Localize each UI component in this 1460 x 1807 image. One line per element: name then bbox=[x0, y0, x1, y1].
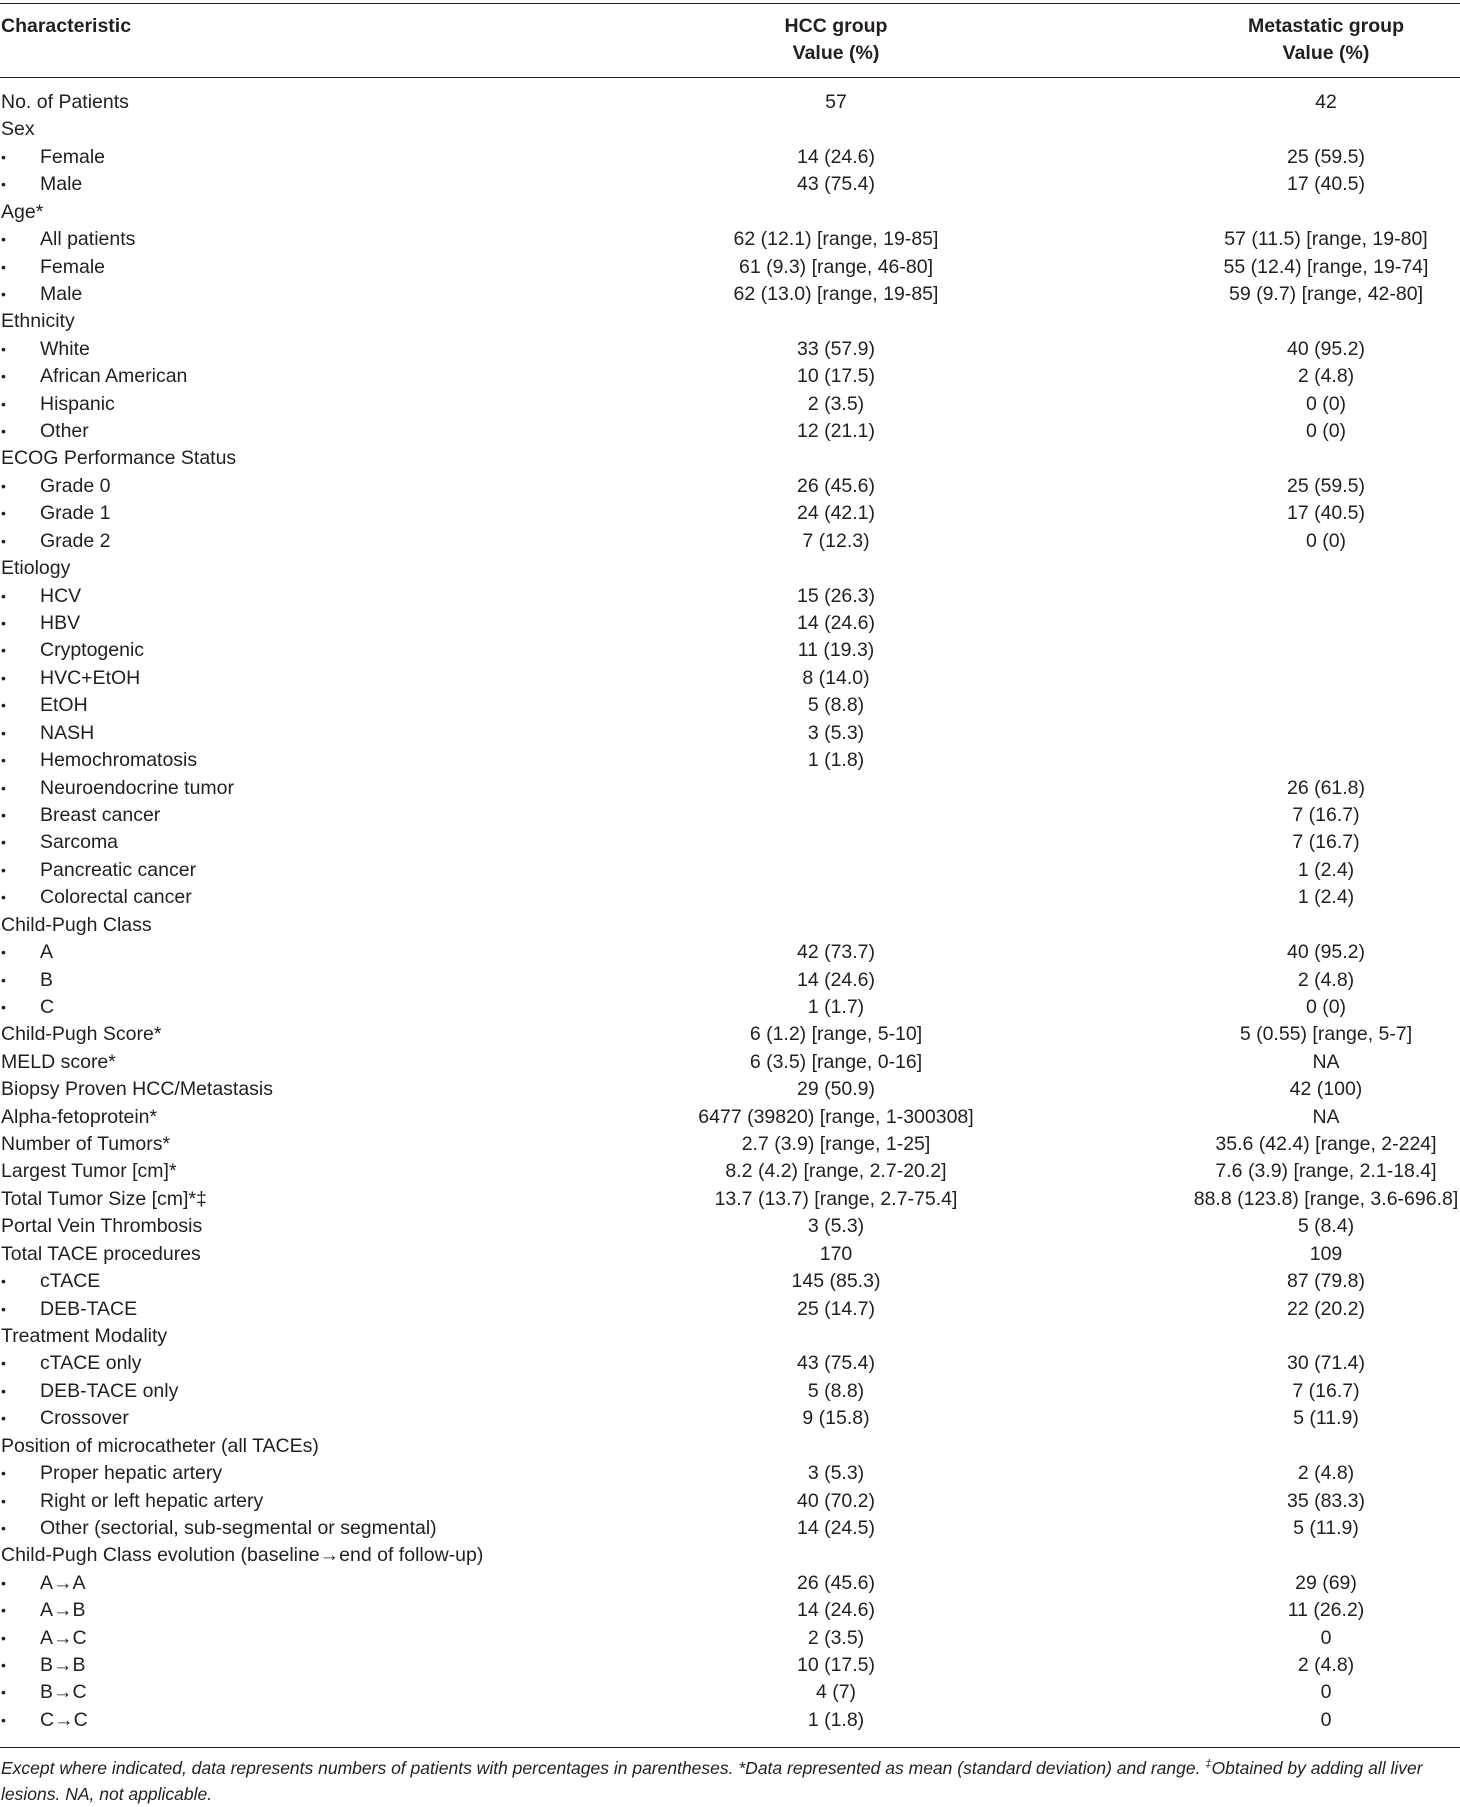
row-sublabel: cTACE bbox=[40, 1270, 101, 1293]
bullet-marker: • bbox=[1, 587, 6, 604]
bullet-marker: • bbox=[1, 1273, 6, 1290]
bullet-marker: • bbox=[1, 1410, 6, 1427]
row-sublabel: C bbox=[40, 995, 55, 1018]
metastatic-value-cell: 25 (59.5) bbox=[1286, 474, 1366, 497]
table-row bbox=[0, 1104, 1460, 1131]
row-label: Number of Tumors* bbox=[1, 1133, 171, 1156]
row-label: Child-Pugh Class evolution (baseline→end of follow-up) bbox=[1, 1544, 484, 1567]
hcc-value-cell: 3 (5.3) bbox=[807, 1215, 865, 1238]
header-hcc-title: HCC group bbox=[784, 15, 888, 37]
row-label: Sex bbox=[1, 118, 35, 141]
bullet-marker: • bbox=[1, 944, 6, 961]
bullet-marker: • bbox=[1, 1519, 6, 1536]
row-label: Ethnicity bbox=[1, 310, 75, 333]
bullet-marker: • bbox=[1, 724, 6, 741]
row-sublabel: HVC+EtOH bbox=[40, 666, 141, 689]
table-row bbox=[0, 1323, 1460, 1350]
bullet-marker: • bbox=[1, 1574, 6, 1591]
table-footnote bbox=[1, 1755, 1456, 1807]
table-row bbox=[0, 637, 1460, 664]
metastatic-value-cell: 5 (0.55) [range, 5-7] bbox=[1239, 1023, 1413, 1046]
metastatic-value-cell: 0 bbox=[1320, 1681, 1332, 1704]
bullet-marker: • bbox=[1, 258, 6, 275]
hcc-value-cell: 7 (12.3) bbox=[802, 529, 870, 552]
bullet-marker: • bbox=[1, 1629, 6, 1646]
row-sublabel: HBV bbox=[40, 612, 81, 635]
hcc-value-cell: 10 (17.5) bbox=[796, 365, 876, 388]
hcc-value-cell: 8.2 (4.2) [range, 2.7-20.2] bbox=[725, 1160, 947, 1183]
metastatic-value-cell: 1 (2.4) bbox=[1297, 858, 1355, 881]
row-label: Position of microcatheter (all TACEs) bbox=[1, 1434, 319, 1457]
bullet-marker: • bbox=[1, 1657, 6, 1674]
table-row bbox=[0, 610, 1460, 637]
hcc-value-cell: 40 (70.2) bbox=[796, 1489, 876, 1512]
hcc-value-cell: 8 (14.0) bbox=[802, 666, 870, 689]
metastatic-value-cell: 2 (4.8) bbox=[1297, 1654, 1355, 1677]
table-row bbox=[0, 994, 1460, 1021]
row-sublabel: NASH bbox=[40, 721, 95, 744]
row-sublabel: A→A bbox=[40, 1571, 86, 1594]
hcc-value-cell: 14 (24.6) bbox=[796, 968, 876, 991]
hcc-value-cell: 14 (24.6) bbox=[796, 145, 876, 168]
hcc-value-cell: 1 (1.7) bbox=[807, 995, 865, 1018]
row-sublabel: Sarcoma bbox=[40, 831, 119, 854]
metastatic-value-cell: 35.6 (42.4) [range, 2-224] bbox=[1215, 1133, 1437, 1156]
table-row bbox=[0, 1405, 1460, 1432]
row-sublabel: B→C bbox=[40, 1681, 87, 1704]
metastatic-value-cell: 30 (71.4) bbox=[1286, 1352, 1366, 1375]
hcc-value-cell: 11 (19.3) bbox=[797, 639, 875, 662]
table-row bbox=[0, 939, 1460, 966]
table-row bbox=[0, 1296, 1460, 1323]
row-sublabel: Neuroendocrine tumor bbox=[40, 776, 235, 799]
header-hcc-unit: Value (%) bbox=[792, 42, 880, 64]
table-row bbox=[0, 1460, 1460, 1487]
table-row bbox=[0, 336, 1460, 363]
table-row bbox=[0, 967, 1460, 994]
bullet-marker: • bbox=[1, 340, 6, 357]
metastatic-value-cell: 11 (26.2) bbox=[1287, 1599, 1365, 1622]
table-row bbox=[0, 1433, 1460, 1460]
row-label: MELD score* bbox=[1, 1050, 116, 1073]
row-sublabel: Right or left hepatic artery bbox=[40, 1489, 264, 1512]
hcc-value-cell: 62 (13.0) [range, 19-85] bbox=[733, 282, 939, 305]
table-row bbox=[0, 281, 1460, 308]
bullet-marker: • bbox=[1, 505, 6, 522]
metastatic-value-cell: 5 (11.9) bbox=[1293, 1516, 1359, 1539]
row-sublabel: Grade 1 bbox=[40, 502, 111, 525]
table-row bbox=[0, 1652, 1460, 1679]
table-row bbox=[0, 308, 1460, 335]
row-label: Largest Tumor [cm]* bbox=[1, 1160, 177, 1183]
hcc-value-cell: 12 (21.1) bbox=[796, 420, 876, 443]
hcc-value-cell: 29 (50.9) bbox=[796, 1078, 876, 1101]
row-sublabel: Male bbox=[40, 282, 83, 305]
metastatic-value-cell: 87 (79.8) bbox=[1286, 1270, 1366, 1293]
metastatic-value-cell: 0 bbox=[1320, 1708, 1332, 1731]
table-row bbox=[0, 1515, 1460, 1542]
bullet-marker: • bbox=[1, 1300, 6, 1317]
row-label: Treatment Modality bbox=[1, 1324, 168, 1347]
table-row bbox=[0, 692, 1460, 719]
hcc-value-cell: 3 (5.3) bbox=[807, 1462, 865, 1485]
metastatic-value-cell: 42 bbox=[1315, 91, 1337, 113]
bullet-marker: • bbox=[1, 697, 6, 714]
bullet-marker: • bbox=[1, 285, 6, 302]
header-rule bbox=[0, 77, 1460, 78]
metastatic-value-cell: 0 (0) bbox=[1305, 392, 1347, 415]
row-sublabel: A→C bbox=[40, 1626, 87, 1649]
bullet-marker: • bbox=[1, 834, 6, 851]
bullet-marker: • bbox=[1, 615, 6, 632]
table-row bbox=[0, 1158, 1460, 1185]
metastatic-value-cell: 0 (0) bbox=[1305, 529, 1347, 552]
hcc-value-cell: 26 (45.6) bbox=[796, 474, 876, 497]
hcc-value-cell: 1 (1.8) bbox=[807, 1708, 865, 1731]
table-row bbox=[0, 199, 1460, 226]
hcc-value-cell: 2.7 (3.9) [range, 1-25] bbox=[741, 1133, 931, 1156]
metastatic-value-cell: 35 (83.3) bbox=[1286, 1489, 1366, 1512]
table-row bbox=[0, 1707, 1460, 1734]
metastatic-value-cell: 5 (11.9) bbox=[1293, 1407, 1359, 1430]
table-row bbox=[0, 1131, 1460, 1158]
metastatic-value-cell: 26 (61.8) bbox=[1286, 776, 1366, 799]
bullet-marker: • bbox=[1, 1355, 6, 1372]
hcc-value-cell: 2 (3.5) bbox=[807, 392, 865, 415]
table-row bbox=[0, 775, 1460, 802]
hcc-value-cell: 24 (42.1) bbox=[796, 502, 876, 525]
table-top-rule bbox=[0, 3, 1460, 4]
row-sublabel: cTACE only bbox=[40, 1352, 142, 1375]
table-row bbox=[0, 473, 1460, 500]
metastatic-value-cell: 0 bbox=[1320, 1626, 1332, 1649]
bullet-marker: • bbox=[1, 1711, 6, 1728]
footnote-text: Except where indicated, data represents numbers of patients with percentages in parentheses. *Data represented as mean (standard deviation) and range. bbox=[1, 1758, 1206, 1778]
metastatic-value-cell: 0 (0) bbox=[1305, 420, 1347, 443]
row-sublabel: Hispanic bbox=[40, 392, 115, 415]
row-label: Total TACE procedures bbox=[1, 1242, 201, 1265]
hcc-value-cell: 6 (1.2) [range, 5-10] bbox=[749, 1023, 923, 1046]
metastatic-value-cell: 2 (4.8) bbox=[1297, 365, 1355, 388]
hcc-value-cell: 5 (8.8) bbox=[807, 1379, 865, 1402]
metastatic-value-cell: 17 (40.5) bbox=[1286, 173, 1366, 196]
metastatic-value-cell: 7 (16.7) bbox=[1292, 803, 1360, 826]
footnote-text-2: Obtained by adding all liver lesions. NA, not applicable. bbox=[1, 1758, 1423, 1804]
row-label: Portal Vein Thrombosis bbox=[1, 1215, 203, 1238]
bullet-marker: • bbox=[1, 971, 6, 988]
metastatic-value-cell: 2 (4.8) bbox=[1297, 968, 1355, 991]
row-sublabel: A→B bbox=[40, 1599, 86, 1622]
bullet-marker: • bbox=[1, 779, 6, 796]
row-sublabel: EtOH bbox=[40, 694, 88, 717]
bullet-marker: • bbox=[1, 1684, 6, 1701]
table-row bbox=[0, 1679, 1460, 1706]
metastatic-value-cell: 22 (20.2) bbox=[1286, 1297, 1366, 1320]
hcc-value-cell: 170 bbox=[819, 1242, 853, 1265]
row-label: Total Tumor Size [cm]*‡ bbox=[1, 1187, 207, 1210]
bullet-marker: • bbox=[1, 395, 6, 412]
header-metastatic-group bbox=[1176, 13, 1460, 67]
row-sublabel: Breast cancer bbox=[40, 803, 161, 826]
row-sublabel: B bbox=[40, 968, 54, 991]
table-row bbox=[0, 116, 1460, 143]
bullet-marker: • bbox=[1, 368, 6, 385]
table-row bbox=[0, 747, 1460, 774]
table-row bbox=[0, 445, 1460, 472]
metastatic-value-cell: 55 (12.4) [range, 19-74] bbox=[1223, 255, 1429, 278]
table-bottom-rule bbox=[0, 1747, 1460, 1748]
metastatic-value-cell: 59 (9.7) [range, 42-80] bbox=[1228, 282, 1424, 305]
table-row bbox=[0, 912, 1460, 939]
row-sublabel: Hemochromatosis bbox=[40, 749, 198, 772]
row-label: Alpha-fetoprotein* bbox=[1, 1105, 158, 1128]
hcc-value-cell: 62 (12.1) [range, 19-85] bbox=[733, 228, 939, 251]
hcc-value-cell: 2 (3.5) bbox=[807, 1626, 865, 1649]
table-row bbox=[0, 1241, 1460, 1268]
metastatic-value-cell: 42 (100) bbox=[1289, 1078, 1363, 1101]
bullet-marker: • bbox=[1, 642, 6, 659]
row-sublabel: Pancreatic cancer bbox=[40, 858, 197, 881]
row-sublabel: C→C bbox=[40, 1708, 88, 1731]
row-label: Child-Pugh Score* bbox=[1, 1023, 162, 1046]
table-row bbox=[0, 1213, 1460, 1240]
header-characteristic: Characteristic bbox=[1, 15, 132, 37]
row-sublabel: Proper hepatic artery bbox=[40, 1462, 223, 1485]
table-row bbox=[0, 1350, 1460, 1377]
hcc-value-cell: 13.7 (13.7) [range, 2.7-75.4] bbox=[714, 1187, 958, 1210]
metastatic-value-cell: 7 (16.7) bbox=[1292, 1379, 1360, 1402]
row-sublabel: Other (sectorial, sub-segmental or segmental) bbox=[40, 1516, 437, 1539]
table-row bbox=[0, 555, 1460, 582]
hcc-value-cell: 57 bbox=[825, 91, 847, 113]
metastatic-value-cell: 7.6 (3.9) [range, 2.1-18.4] bbox=[1215, 1160, 1437, 1183]
bullet-marker: • bbox=[1, 231, 6, 248]
row-label: No. of Patients bbox=[1, 91, 129, 113]
hcc-value-cell: 25 (14.7) bbox=[796, 1297, 876, 1320]
row-sublabel: B→B bbox=[40, 1654, 86, 1677]
table-body bbox=[0, 89, 1460, 1734]
bullet-marker: • bbox=[1, 861, 6, 878]
hcc-value-cell: 5 (8.8) bbox=[807, 694, 865, 717]
hcc-value-cell: 10 (17.5) bbox=[796, 1654, 876, 1677]
bullet-marker: • bbox=[1, 1382, 6, 1399]
row-label: Biopsy Proven HCC/Metastasis bbox=[1, 1078, 274, 1101]
hcc-value-cell: 1 (1.8) bbox=[807, 749, 865, 772]
bullet-marker: • bbox=[1, 477, 6, 494]
bullet-marker: • bbox=[1, 669, 6, 686]
table-row bbox=[0, 1049, 1460, 1076]
table-row bbox=[0, 720, 1460, 747]
hcc-value-cell: 33 (57.9) bbox=[796, 337, 876, 360]
bullet-marker: • bbox=[1, 532, 6, 549]
table-row bbox=[0, 500, 1460, 527]
row-sublabel: HCV bbox=[40, 584, 82, 607]
hcc-value-cell: 14 (24.6) bbox=[796, 612, 876, 635]
row-sublabel: Cryptogenic bbox=[40, 639, 145, 662]
header-metastatic-title: Metastatic group bbox=[1247, 15, 1405, 37]
bullet-marker: • bbox=[1, 423, 6, 440]
bullet-marker: • bbox=[1, 148, 6, 165]
row-sublabel: All patients bbox=[40, 228, 136, 251]
metastatic-value-cell: 40 (95.2) bbox=[1286, 941, 1366, 964]
row-label: Child-Pugh Class bbox=[1, 913, 152, 936]
hcc-value-cell: 145 (85.3) bbox=[791, 1270, 881, 1293]
hcc-value-cell: 9 (15.8) bbox=[802, 1407, 870, 1430]
row-sublabel: Other bbox=[40, 420, 89, 443]
row-sublabel: Female bbox=[40, 255, 106, 278]
hcc-value-cell: 14 (24.6) bbox=[796, 1599, 876, 1622]
metastatic-value-cell: NA bbox=[1312, 1050, 1340, 1073]
row-label: Age* bbox=[1, 200, 44, 223]
table-row bbox=[0, 884, 1460, 911]
table-row bbox=[0, 665, 1460, 692]
table-row bbox=[0, 1021, 1460, 1048]
row-sublabel: Female bbox=[40, 145, 106, 168]
table-row bbox=[0, 583, 1460, 610]
metastatic-value-cell: NA bbox=[1312, 1105, 1340, 1128]
table-row bbox=[0, 1597, 1460, 1624]
row-sublabel: DEB-TACE only bbox=[40, 1379, 179, 1402]
metastatic-value-cell: 5 (8.4) bbox=[1297, 1215, 1355, 1238]
row-sublabel: White bbox=[40, 337, 90, 360]
hcc-value-cell: 3 (5.3) bbox=[807, 721, 865, 744]
bullet-marker: • bbox=[1, 998, 6, 1015]
hcc-value-cell: 43 (75.4) bbox=[796, 173, 876, 196]
table-row bbox=[0, 1570, 1460, 1597]
hcc-value-cell: 4 (7) bbox=[815, 1681, 857, 1704]
hcc-value-cell: 42 (73.7) bbox=[796, 941, 876, 964]
row-sublabel: Grade 2 bbox=[40, 529, 111, 552]
row-sublabel: A bbox=[40, 941, 54, 964]
metastatic-value-cell: 57 (11.5) [range, 19-80] bbox=[1224, 228, 1428, 251]
table-row bbox=[0, 89, 1460, 116]
table-row bbox=[0, 1542, 1460, 1569]
metastatic-value-cell: 2 (4.8) bbox=[1297, 1462, 1355, 1485]
table-row bbox=[0, 1625, 1460, 1652]
table-row bbox=[0, 418, 1460, 445]
footnote-dagger: ‡ bbox=[1205, 1758, 1212, 1771]
metastatic-value-cell: 25 (59.5) bbox=[1286, 145, 1366, 168]
metastatic-value-cell: 0 (0) bbox=[1305, 995, 1347, 1018]
hcc-value-cell: 43 (75.4) bbox=[796, 1352, 876, 1375]
table-row bbox=[0, 144, 1460, 171]
row-sublabel: African American bbox=[40, 365, 188, 388]
metastatic-value-cell: 88.8 (123.8) [range, 3.6-696.8] bbox=[1193, 1187, 1459, 1210]
row-sublabel: Grade 0 bbox=[40, 474, 111, 497]
bullet-marker: • bbox=[1, 889, 6, 906]
hcc-value-cell: 14 (24.5) bbox=[796, 1516, 876, 1539]
table-row bbox=[0, 829, 1460, 856]
bullet-marker: • bbox=[1, 1602, 6, 1619]
table-row bbox=[0, 391, 1460, 418]
hcc-value-cell: 61 (9.3) [range, 46-80] bbox=[738, 255, 934, 278]
hcc-value-cell: 6477 (39820) [range, 1-300308] bbox=[698, 1105, 974, 1128]
table-row bbox=[0, 363, 1460, 390]
hcc-value-cell: 15 (26.3) bbox=[796, 584, 876, 607]
table-row bbox=[0, 802, 1460, 829]
metastatic-value-cell: 7 (16.7) bbox=[1292, 831, 1360, 854]
header-hcc-group bbox=[686, 13, 986, 67]
hcc-value-cell: 6 (3.5) [range, 0-16] bbox=[749, 1050, 923, 1073]
row-sublabel: Male bbox=[40, 173, 83, 196]
row-sublabel: Colorectal cancer bbox=[40, 886, 192, 909]
row-sublabel: DEB-TACE bbox=[40, 1297, 138, 1320]
bullet-marker: • bbox=[1, 1492, 6, 1509]
metastatic-value-cell: 1 (2.4) bbox=[1297, 886, 1355, 909]
row-label: ECOG Performance Status bbox=[1, 447, 237, 470]
hcc-value-cell: 26 (45.6) bbox=[796, 1571, 876, 1594]
bullet-marker: • bbox=[1, 176, 6, 193]
row-sublabel: Crossover bbox=[40, 1407, 129, 1430]
bullet-marker: • bbox=[1, 806, 6, 823]
table-row bbox=[0, 254, 1460, 281]
table-row bbox=[0, 226, 1460, 253]
metastatic-value-cell: 109 bbox=[1309, 1242, 1343, 1265]
table-row bbox=[0, 857, 1460, 884]
header-metastatic-unit: Value (%) bbox=[1282, 42, 1370, 64]
metastatic-value-cell: 17 (40.5) bbox=[1286, 502, 1366, 525]
table-row bbox=[0, 1076, 1460, 1103]
metastatic-value-cell: 40 (95.2) bbox=[1286, 337, 1366, 360]
bullet-marker: • bbox=[1, 1465, 6, 1482]
table-row bbox=[0, 1186, 1460, 1213]
table-row bbox=[0, 1268, 1460, 1295]
table-row bbox=[0, 1378, 1460, 1405]
table-row bbox=[0, 528, 1460, 555]
row-label: Etiology bbox=[1, 557, 71, 580]
table-row bbox=[0, 1488, 1460, 1515]
metastatic-value-cell: 29 (69) bbox=[1295, 1571, 1357, 1594]
bullet-marker: • bbox=[1, 752, 6, 769]
table-row bbox=[0, 171, 1460, 198]
